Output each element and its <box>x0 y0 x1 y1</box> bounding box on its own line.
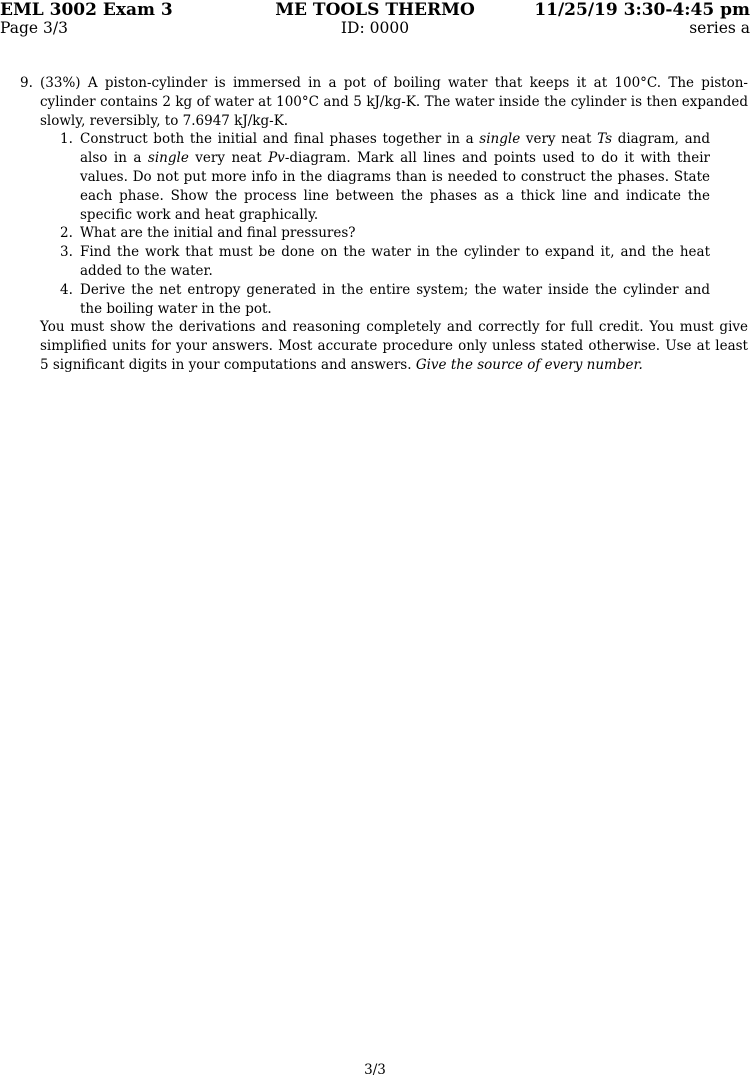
sub-question-text: very neat <box>520 131 598 148</box>
subject-title: ME TOOLS THERMO <box>275 0 475 20</box>
course-title: EML 3002 Exam 3 <box>0 0 173 20</box>
student-id: ID: 0000 <box>340 19 410 37</box>
math-symbol: Ts <box>597 131 613 148</box>
exam-content <box>20 74 748 375</box>
sub-question-text: Construct both the initial and final phases together in a <box>80 131 480 148</box>
instructions-emphasis: Give the source of every number. <box>415 356 643 373</box>
page-indicator: Page 3/3 <box>0 19 68 37</box>
sub-question-list <box>20 130 748 318</box>
emphasis: single <box>479 131 521 148</box>
sub-question-number: 2. <box>60 225 73 242</box>
sub-question-number: 4. <box>60 281 73 298</box>
sub-question <box>60 130 710 224</box>
problem-text: (33%) A piston-cylinder is immersed in a pot of boiling water that keeps it at 100°C. The piston-cylinder contains 2 kg of water at 100°C and 5 kJ/kg-K. The water inside the cylinder is then expanded slowly, reversibly, to 7.6947 kJ/kg-K. <box>40 75 748 129</box>
sub-question <box>60 224 710 243</box>
sub-question-text: very neat <box>188 150 269 167</box>
instructions-text: You must show the derivations and reasoning completely and correctly for full credit. You must give simplified units for your answers. Most accurate procedure only unless stated otherwise. Use at least 5 significant digits in your computations and answers. <box>40 319 748 373</box>
sub-question-text: Derive the net entropy generated in the entire system; the water inside the cylinder and the boiling water in the pot. <box>80 281 710 317</box>
sub-question-number: 1. <box>60 131 73 148</box>
sub-question-text: What are the initial and final pressures? <box>80 225 356 242</box>
sub-question-number: 3. <box>60 244 73 261</box>
instructions <box>20 318 748 374</box>
exam-series: series a <box>689 19 750 37</box>
emphasis: single <box>147 150 189 167</box>
problem-number: 9. <box>20 75 33 91</box>
sub-question <box>60 243 710 281</box>
sub-question-text: diagram, and also in a <box>80 131 710 167</box>
exam-datetime: 11/25/19 3:30-4:45 pm <box>534 0 750 20</box>
page-footer: 3/3 <box>364 1062 386 1078</box>
problem-statement <box>20 74 748 130</box>
math-symbol: Pv <box>268 150 285 167</box>
sub-question <box>60 281 710 319</box>
sub-question-text: Find the work that must be done on the water in the cylinder to expand it, and the heat added to the water. <box>80 244 710 279</box>
sub-question-text: -diagram. Mark all lines and points used to do it with their values. Do not put more info in the diagrams than is needed to construct the phases. State each phase. Show the process line between the phases as a thick line and indicate the specific work and heat graphically. <box>80 150 710 223</box>
page-header <box>0 0 750 40</box>
